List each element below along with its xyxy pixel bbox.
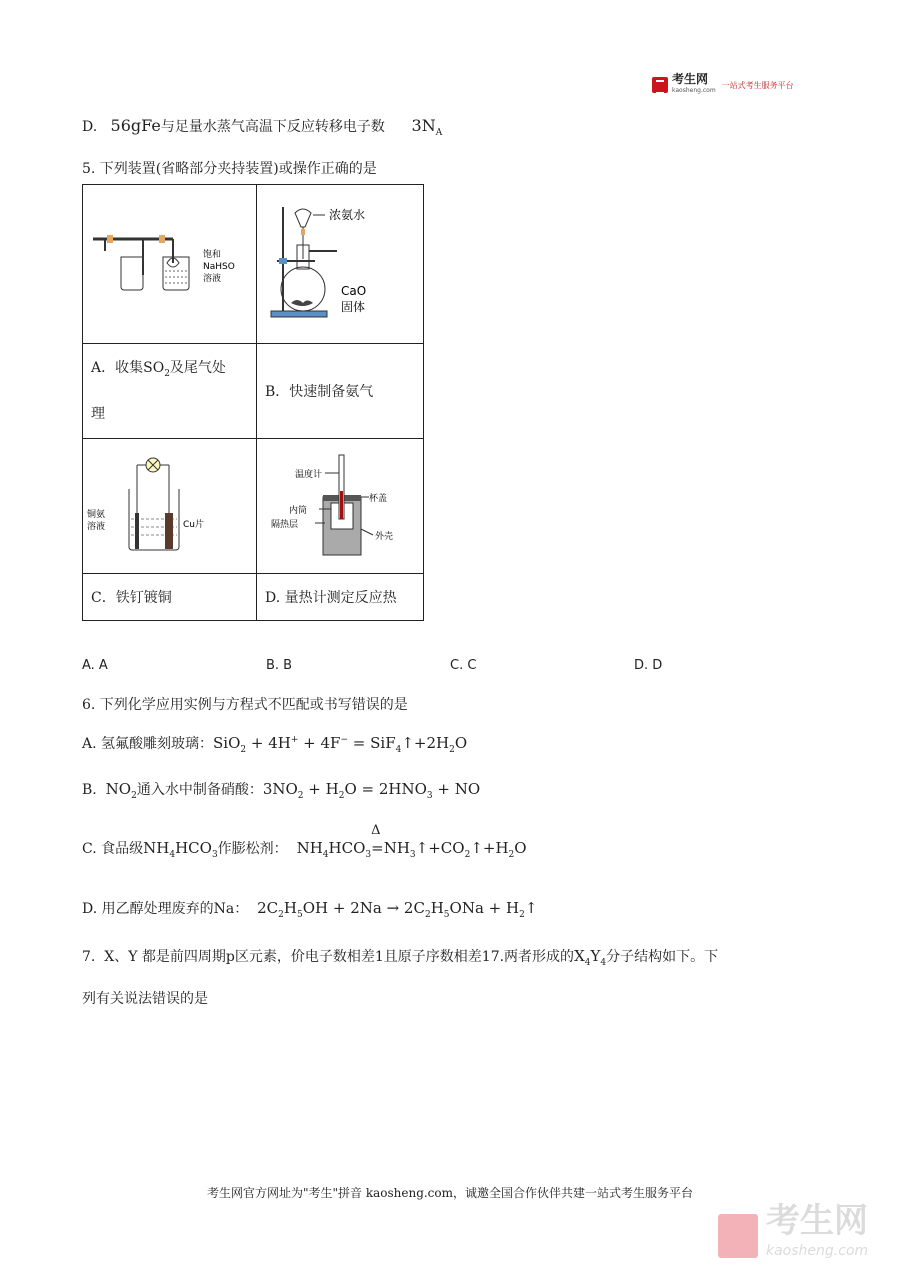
header-logo — [652, 74, 794, 96]
label-solution-c: 溶液 — [87, 522, 106, 532]
label-inner-cylinder: 内筒 — [289, 506, 308, 516]
label-saturated: 饱和 — [203, 250, 222, 260]
label-lid: 杯盖 — [369, 494, 388, 504]
figure-d-cell — [257, 439, 424, 574]
watermark — [718, 1201, 869, 1266]
logo-slogan: 一站式考生服务平台 — [721, 80, 794, 90]
q7-stem-line2: 列有关说法错误的是 — [82, 991, 208, 1007]
q5-choice-c[interactable]: C. C — [450, 658, 477, 673]
label-cu-sheet: Cu片 — [183, 520, 204, 530]
logo-brand: 考生网 kaosheng.com — [672, 72, 716, 94]
figure-c-apparatus — [83, 439, 256, 569]
label-solution-a: 溶液 — [203, 274, 222, 284]
watermark-text: 考生网 kaosheng.com — [766, 1201, 869, 1259]
q5-choice-d[interactable]: D. D — [634, 658, 663, 673]
q5-options-table — [82, 184, 424, 621]
q6-option-c[interactable]: C. 食品级$NH_4HCO_3$作膨松剂： $NH_4HCO_3$ Δ $=NH_3↑+CO_2↑+H_2O$ — [82, 823, 527, 860]
label-cao: CaO — [341, 284, 367, 298]
figure-c-cell — [83, 439, 257, 574]
label-insulation: 隔热层 — [271, 520, 299, 530]
q7-stem-line1: 7. X、Y 都是前四周期p区元素，价电子数相差1且原子序数相差17.两者形成的$X_4Y_4$分子结构如下。下 — [82, 947, 719, 968]
q6-option-a[interactable]: A. 氢氟酸雕刻玻璃：$SiO_2 + 4H^+ + 4F^- = SiF_4↑+2H_2O$ — [82, 734, 468, 755]
q6-option-d[interactable]: D. 用乙醇处理废弃的Na： $2C_2H_5OH + 2Na \to 2C_2H_5ONa$ + $H_2↑$ — [82, 899, 538, 920]
figure-b-cell — [257, 185, 424, 344]
footer-text: 考生网官方网址为"考生"拼音 kaosheng.com，诚邀全国合作伙伴共建一站式考生服务平台 — [206, 1186, 694, 1200]
label-ammonia: 浓氨水 — [329, 208, 366, 222]
label-cu-ammonia: 铜氨 — [87, 510, 106, 520]
figure-b-apparatus — [257, 185, 423, 339]
label-thermometer: 温度计 — [295, 470, 323, 480]
logo-icon — [652, 77, 668, 93]
label-solid: 固体 — [341, 300, 366, 314]
option-a-caption: A．收集$SO_2$及尾气处 理 — [83, 344, 257, 439]
figure-a-cell — [83, 185, 257, 344]
label-shell: 外壳 — [375, 532, 394, 542]
label-nahso3: NaHSO — [203, 262, 235, 272]
q4-option-d: D. 56gFe与足量水蒸气高温下反应转移电子数 $3N_A$ — [82, 116, 443, 139]
watermark-logo-icon — [718, 1214, 758, 1258]
option-b-caption: B．快速制备氨气 — [257, 344, 424, 439]
figure-d-apparatus — [257, 439, 423, 569]
q6-stem: 6. 下列化学应用实例与方程式不匹配或书写错误的是 — [82, 697, 408, 713]
q5-stem: 5. 下列装置(省略部分夹持装置)或操作正确的是 — [82, 161, 377, 177]
q6-option-b[interactable]: B. $NO_2$通入水中制备硝酸：$3NO_2 + H_2O = 2HNO_3$ + NO — [82, 780, 481, 801]
q5-choice-a[interactable]: A. A — [82, 658, 108, 673]
figure-a-apparatus — [83, 185, 256, 339]
option-c-caption: C．铁钉镀铜 — [83, 574, 257, 621]
q5-choice-b[interactable]: B. B — [266, 658, 293, 673]
option-d-caption: D. 量热计测定反应热 — [257, 574, 424, 621]
